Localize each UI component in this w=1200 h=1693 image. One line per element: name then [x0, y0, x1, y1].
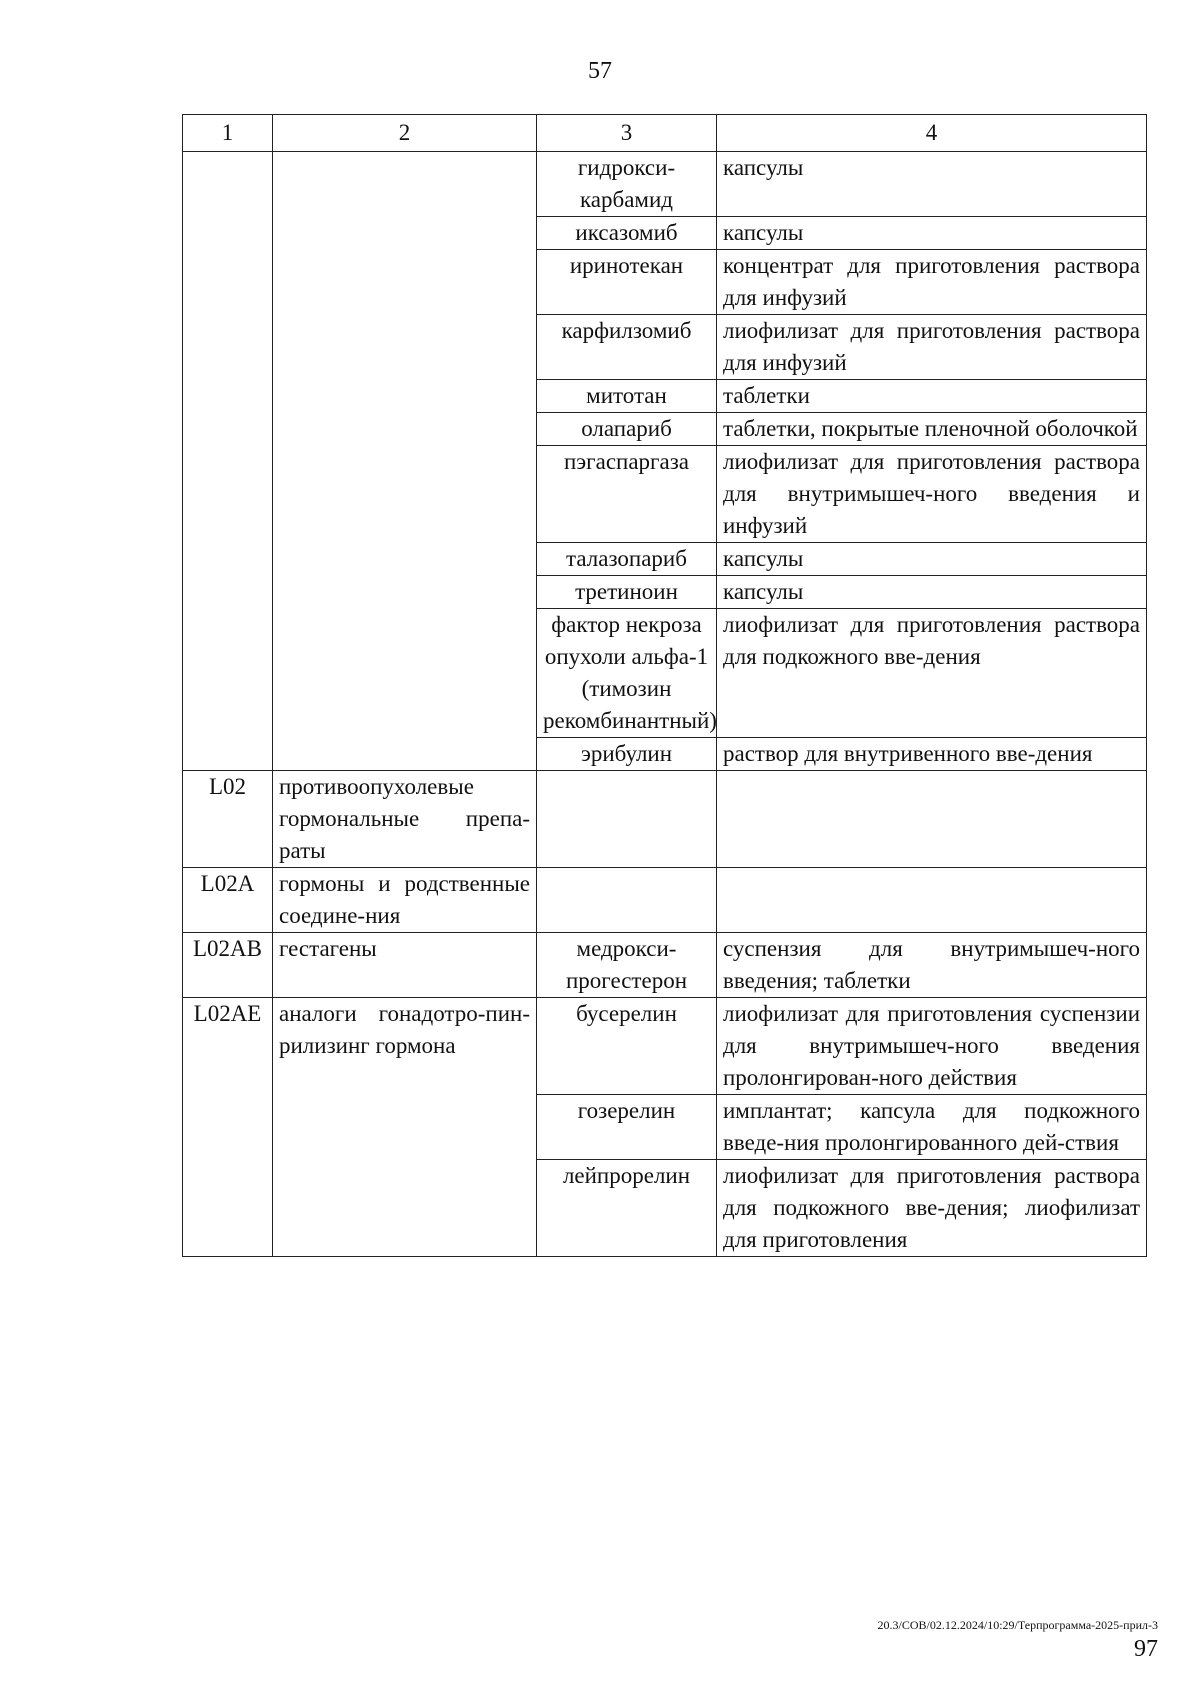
cell-group: гормоны и родственные соедине-ния: [273, 868, 537, 933]
cell-drug: [537, 771, 717, 868]
cell-drug: лейпрорелин: [537, 1160, 717, 1257]
table-row: [183, 998, 1147, 1095]
cell-form: таблетки, покрытые пленочной оболочкой: [717, 413, 1147, 446]
cell-code: L02AE: [183, 998, 273, 1257]
drug-table: [182, 114, 1147, 1257]
cell-code-empty: [183, 152, 273, 771]
page-number: 57: [588, 58, 612, 84]
cell-drug: карфилзомиб: [537, 315, 717, 380]
cell-drug: третиноин: [537, 576, 717, 609]
cell-drug: митотан: [537, 380, 717, 413]
cell-code: L02A: [183, 868, 273, 933]
cell-form: капсулы: [717, 576, 1147, 609]
cell-drug: фактор некроза опухоли альфа-1 (тимозин рекомбинантный): [537, 609, 717, 738]
table-header-row: [183, 115, 1147, 152]
cell-form: суспензия для внутримышеч-ного введения; таблетки: [717, 933, 1147, 998]
table-row: [183, 771, 1147, 868]
cell-form: лиофилизат для приготовления суспензии для внутримышеч-ного введения пролонгирован-ного действия: [717, 998, 1147, 1095]
cell-drug: гидрокси-карбамид: [537, 152, 717, 217]
header-col-1: 1: [183, 115, 273, 152]
table-row: [183, 152, 1147, 217]
cell-form: лиофилизат для приготовления раствора для инфузий: [717, 315, 1147, 380]
footer-page-number: 97: [1134, 1636, 1158, 1662]
cell-code: L02AB: [183, 933, 273, 998]
cell-form: [717, 771, 1147, 868]
cell-drug: [537, 868, 717, 933]
cell-group: аналоги гонадотро-пин-рилизинг гормона: [273, 998, 537, 1257]
cell-form: лиофилизат для приготовления раствора для внутримышеч-ного введения и инфузий: [717, 446, 1147, 543]
cell-form: лиофилизат для приготовления раствора для подкожного вве-дения: [717, 609, 1147, 738]
cell-form: [717, 868, 1147, 933]
cell-drug: талазопариб: [537, 543, 717, 576]
cell-form: таблетки: [717, 380, 1147, 413]
table-row: [183, 933, 1147, 998]
cell-drug: иринотекан: [537, 250, 717, 315]
cell-drug: эрибулин: [537, 738, 717, 771]
cell-drug: медрокси-прогестерон: [537, 933, 717, 998]
cell-form: капсулы: [717, 543, 1147, 576]
cell-form: капсулы: [717, 217, 1147, 250]
cell-drug: иксазомиб: [537, 217, 717, 250]
cell-group: противоопухолевые гормональные препа-раты: [273, 771, 537, 868]
cell-drug: гозерелин: [537, 1095, 717, 1160]
cell-code: L02: [183, 771, 273, 868]
cell-group: гестагены: [273, 933, 537, 998]
cell-drug: бусерелин: [537, 998, 717, 1095]
cell-form: лиофилизат для приготовления раствора для подкожного вве-дения; лиофилизат для приготовления: [717, 1160, 1147, 1257]
cell-form: капсулы: [717, 152, 1147, 217]
document-code: 20.3/СОВ/02.12.2024/10:29/Терпрограмма-2025-прил-3: [877, 1618, 1158, 1632]
cell-drug: пэгаспаргаза: [537, 446, 717, 543]
cell-group-empty: [273, 152, 537, 771]
header-col-3: 3: [537, 115, 717, 152]
cell-form: концентрат для приготовления раствора для инфузий: [717, 250, 1147, 315]
table-row: [183, 868, 1147, 933]
cell-drug: олапариб: [537, 413, 717, 446]
header-col-2: 2: [273, 115, 537, 152]
cell-form: имплантат; капсула для подкожного введе-ния пролонгированного дей-ствия: [717, 1095, 1147, 1160]
header-col-4: 4: [717, 115, 1147, 152]
cell-form: раствор для внутривенного вве-дения: [717, 738, 1147, 771]
